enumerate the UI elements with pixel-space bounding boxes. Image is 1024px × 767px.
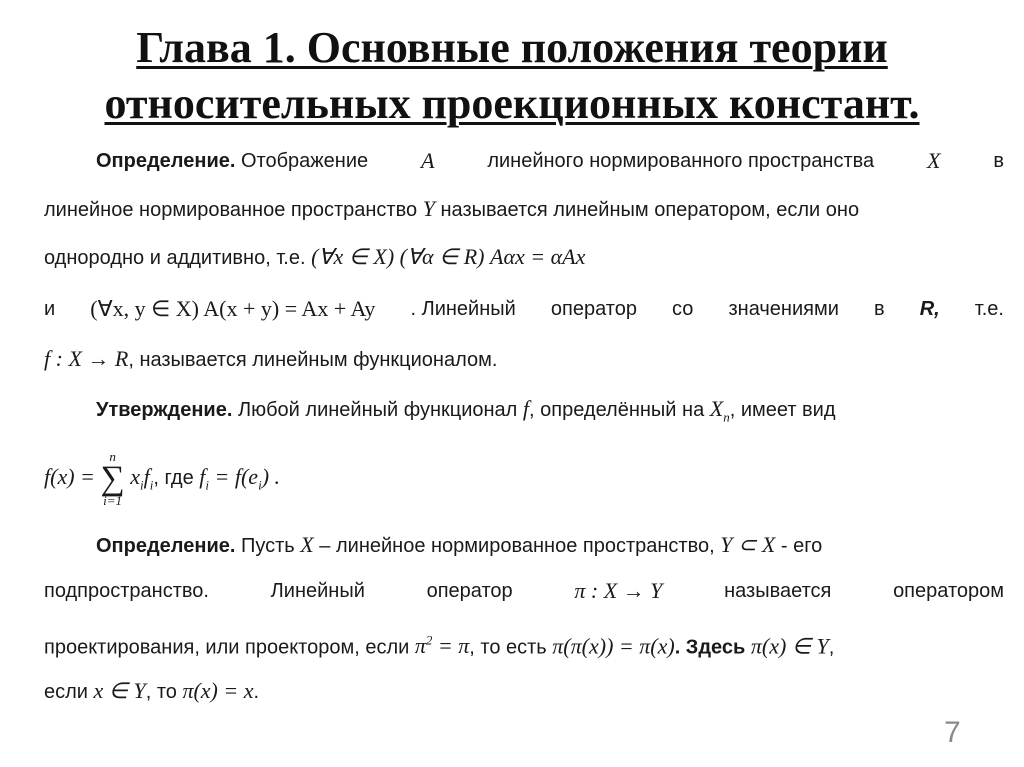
stmt-text: , имеет вид	[729, 399, 836, 421]
stmt-text: , определённый на	[529, 399, 705, 421]
title-line-1: Глава 1. Основные положения теории	[136, 23, 888, 72]
math-Y: Y	[422, 196, 435, 221]
def2-text: если	[44, 681, 88, 703]
stmt-line-1	[96, 394, 836, 424]
def1-text: оператор	[550, 298, 637, 320]
functional-formula: f : X → R	[44, 346, 129, 371]
math-R: R,	[919, 298, 940, 320]
def2-text: .	[253, 681, 260, 703]
stmt-line-2	[44, 442, 280, 512]
def1-text: т.е.	[974, 298, 1004, 320]
homogeneity-formula: (∀x ∈ X) (∀α ∈ R) Aαx = αAx	[311, 244, 586, 269]
def1-text: однородно и аддитивно, т.е.	[44, 247, 306, 269]
slide-title	[0, 20, 1024, 132]
composition-formula: π(π(x)) = π(x)	[552, 633, 675, 659]
math-f: f	[522, 396, 530, 421]
def2-text: подпространство.	[44, 580, 209, 602]
def1-text: . Линейный	[410, 298, 516, 320]
def1-text: линейного нормированного пространства	[487, 150, 875, 172]
math-X: X	[300, 532, 314, 557]
stmt-text: Любой линейный функционал	[237, 399, 518, 421]
def1-label: Определение.	[96, 150, 236, 172]
math-Xn: $X_n$	[709, 396, 730, 425]
math-A: A	[421, 148, 435, 173]
def1-line-4	[44, 294, 1004, 324]
def1-line-5	[44, 344, 497, 374]
def2-text: Пусть	[240, 535, 295, 557]
def2-text: . Здесь	[674, 636, 746, 659]
projector-formula: π : X → Y	[574, 578, 663, 603]
def1-line-3	[44, 242, 585, 272]
def2-line-1	[96, 530, 1004, 560]
def1-text: называется линейным оператором, если оно	[440, 199, 860, 221]
subspace-formula: Y ⊂ X	[720, 532, 776, 557]
def2-text: называется	[724, 580, 832, 602]
def1-text: Отображение	[240, 150, 369, 172]
def2-text: Линейный	[270, 580, 365, 602]
def2-line-4	[44, 676, 259, 706]
additivity-formula: (∀x, y ∈ X) A(x + y) = Ax + Ay	[90, 296, 376, 321]
membership-formula: x ∈ Y	[93, 678, 146, 703]
def1-text: и	[44, 298, 56, 320]
def1-text: линейное нормированное пространство	[44, 199, 418, 221]
def1-text: в	[873, 298, 885, 320]
functional-lhs: f(x) =	[44, 464, 95, 489]
def2-text: проектирования, или проектором, если	[44, 636, 410, 659]
def2-text: – линейное нормированное пространство,	[319, 535, 715, 557]
def1-text: в	[993, 150, 1004, 172]
image-formula: π(x) ∈ Y	[750, 633, 829, 659]
math-X: X	[927, 148, 941, 173]
def2-text: - его	[780, 535, 823, 557]
def2-line-2	[44, 576, 1004, 606]
def2-text: оператор	[426, 580, 513, 602]
stmt-label: Утверждение.	[96, 399, 233, 421]
sum-term: $x_if_i$	[130, 464, 154, 493]
def2-text: оператором	[893, 580, 1004, 602]
def1-text: со	[672, 298, 694, 320]
stmt-text: , где	[153, 467, 194, 489]
page-number: 7	[944, 716, 961, 749]
def1-line-2	[44, 194, 859, 224]
sum-symbol: n ∑ i=1	[100, 448, 125, 508]
coefficient-def: $f_i = f(e_i)$ .	[199, 464, 281, 493]
def2-label: Определение.	[96, 535, 236, 557]
title-line-2: относительных проекционных констант.	[104, 79, 920, 128]
def2-text: ,	[828, 636, 835, 659]
def1-text: , называется линейным функционалом.	[128, 349, 498, 371]
def1-text: значениями	[728, 298, 839, 320]
idempotent-formula: $\pi^2 = \pi$	[414, 633, 470, 659]
fixed-point-formula: π(x) = x	[182, 678, 254, 703]
def2-text: , то	[145, 681, 177, 703]
def2-line-3	[44, 626, 835, 659]
def1-line-1	[96, 146, 1004, 176]
def2-text: , то есть	[469, 636, 547, 659]
